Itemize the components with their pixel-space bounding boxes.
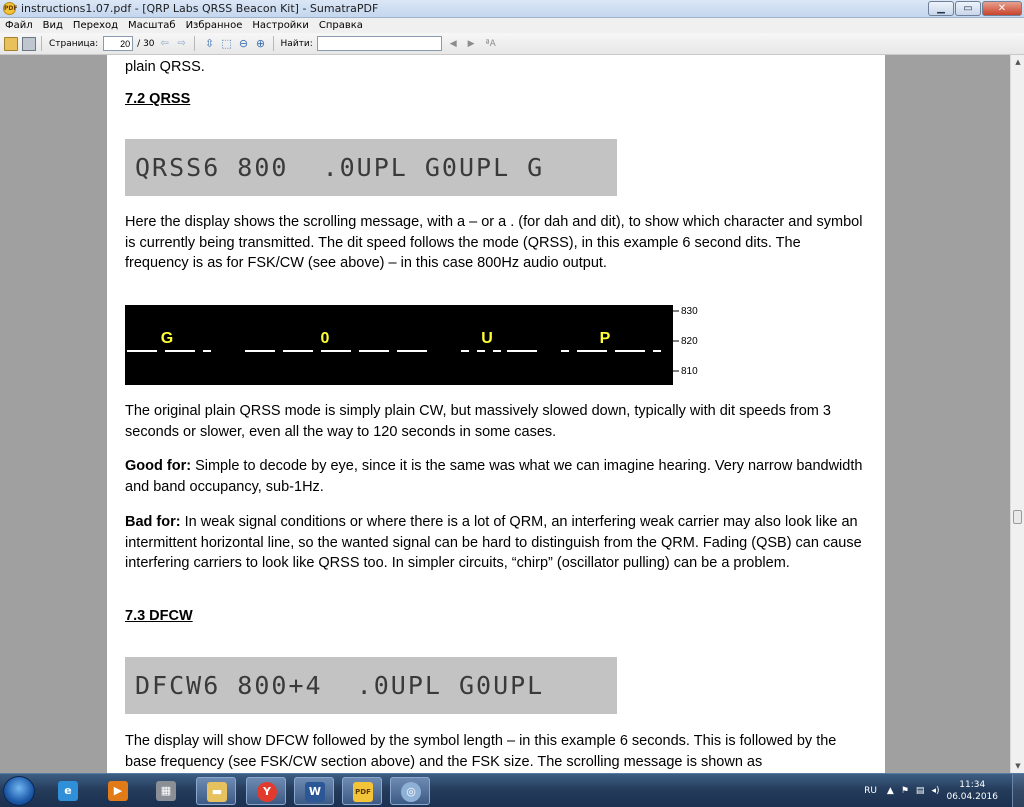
toolbar-separator xyxy=(273,36,274,51)
scale-label: 830 xyxy=(681,306,698,317)
find-input[interactable] xyxy=(317,36,442,51)
taskbar-yandex[interactable] xyxy=(246,777,286,805)
clock-time: 11:34 xyxy=(959,779,986,790)
calculator-icon: ▦ xyxy=(156,781,176,801)
pdf-page xyxy=(107,55,885,773)
taskbar-explorer[interactable] xyxy=(196,777,236,805)
menu-zoom[interactable]: Масштаб xyxy=(128,20,176,31)
back-icon[interactable]: ⇦ xyxy=(160,37,169,49)
menu-view[interactable]: Вид xyxy=(42,20,63,31)
clock[interactable] xyxy=(946,779,998,803)
find-next-icon[interactable]: ▶ xyxy=(467,38,475,49)
menu-help[interactable]: Справка xyxy=(318,20,363,31)
bad-for-label: Bad for: xyxy=(125,514,181,530)
menu-favorites[interactable]: Избранное xyxy=(185,20,243,31)
heading-qrss: 7.2 QRSS xyxy=(125,91,191,107)
page-total: / 30 xyxy=(137,38,155,49)
vertical-scrollbar[interactable] xyxy=(1010,55,1024,773)
menu-file[interactable]: Файл xyxy=(5,20,33,31)
print-icon[interactable] xyxy=(22,37,36,51)
menu-go-to[interactable]: Переход xyxy=(72,20,119,31)
find-prev-icon[interactable]: ◀ xyxy=(449,38,457,49)
page-top-text: plain QRSS. xyxy=(125,59,205,75)
language-indicator[interactable]: RU xyxy=(864,785,877,796)
good-for-text: Simple to decode by eye, since it is the same was what we can imagine hearing. Very narrow bandwidth and band occupancy, sub-1Hz. xyxy=(125,458,863,495)
taskbar-word[interactable] xyxy=(294,777,334,805)
taskbar-calculator[interactable] xyxy=(146,777,186,805)
word-icon: W xyxy=(305,782,325,802)
minimize-button[interactable]: ▁ xyxy=(928,1,954,16)
waterfall-letter: U xyxy=(481,330,493,347)
scale-label: 820 xyxy=(681,336,698,347)
find-nav xyxy=(450,39,504,49)
lcd-text-dfcw: DFCW6 800+4 .0UPL G0UPL xyxy=(135,671,545,700)
taskbar-app[interactable] xyxy=(390,777,430,805)
menu-settings[interactable]: Настройки xyxy=(252,20,309,31)
taskbar-sumatra[interactable] xyxy=(342,777,382,805)
paragraph-qrss-intro: Here the display shows the scrolling message, with a – or a . (for dah and dit), to show which character and symbol is currently being transmitted. The dit speed follows the mode (QRSS), in this example 6 second dits. The frequency is as for FSK/CW (see above) – in this case 800Hz audio output. xyxy=(125,214,863,271)
toolbar-separator xyxy=(41,36,42,51)
taskbar xyxy=(0,773,1024,807)
window-title: instructions1.07.pdf - [QRP Labs QRSS Beacon Kit] - SumatraPDF xyxy=(21,2,379,15)
scale-label: 810 xyxy=(681,366,698,377)
open-file-icon[interactable] xyxy=(4,37,18,51)
taskbar-media[interactable] xyxy=(98,777,138,805)
network-icon[interactable]: ▤ xyxy=(915,785,925,796)
action-center-flag-icon[interactable]: ⚑ xyxy=(900,785,909,796)
frequency-scale xyxy=(673,305,713,385)
maximize-button[interactable]: ▭ xyxy=(955,1,981,16)
sumatra-app-icon[interactable]: PDF xyxy=(3,2,16,15)
sumatra-icon: PDF xyxy=(353,782,373,802)
forward-icon[interactable]: ⇨ xyxy=(177,37,186,49)
zoom-out-icon[interactable]: ⊖ xyxy=(238,36,249,50)
ie-icon: e xyxy=(58,781,78,801)
fit-width-icon[interactable]: ⬚ xyxy=(221,36,232,50)
scroll-up-icon[interactable]: ▲ xyxy=(1015,58,1021,66)
find-label: Найти: xyxy=(280,38,313,49)
qrss-waterfall-image xyxy=(125,305,673,385)
system-tray xyxy=(864,774,1024,807)
media-player-icon: ▶ xyxy=(108,781,128,801)
paragraph-bad-for xyxy=(125,512,865,574)
match-case-icon[interactable]: ªA xyxy=(485,38,496,49)
paragraph-good-for xyxy=(125,456,865,497)
app-icon: ◎ xyxy=(401,782,421,802)
bad-for-text: In weak signal conditions or where there is a lot of QRM, an interfering weak carrier may also look like an intermittent horizontal line, so the wanted signal can be hard to distinguish from the QRM. Fading (QSB) can cause interfering carriers to look like QRSS too. In simpler circuits, “chirp” (oscillator pulling) can be a problem. xyxy=(125,514,862,571)
fit-page-icon[interactable]: ⇳ xyxy=(204,36,215,50)
taskbar-ie[interactable] xyxy=(48,777,88,805)
lcd-display-qrss xyxy=(125,139,617,196)
page-number-input[interactable] xyxy=(103,36,133,51)
title-bar xyxy=(0,0,1024,18)
volume-icon[interactable]: ◂) xyxy=(931,785,940,796)
page-label: Страница: xyxy=(49,38,99,49)
lcd-text-qrss: QRSS6 800 .0UPL G0UPL G xyxy=(135,153,545,182)
scroll-down-icon[interactable]: ▼ xyxy=(1015,762,1021,770)
paragraph-dfcw: The display will show DFCW followed by the symbol length – in this example 6 seconds. This is followed by the base frequency (see FSK/CW section above) and the FSK size. The scrolling message is shown as xyxy=(125,733,837,770)
waterfall-letter: 0 xyxy=(320,330,330,347)
good-for-label: Good for: xyxy=(125,458,192,474)
waterfall-letter: P xyxy=(599,330,611,347)
close-button[interactable]: ✕ xyxy=(982,1,1022,16)
show-desktop-button[interactable] xyxy=(1012,774,1024,807)
folder-icon: ▬ xyxy=(207,782,227,802)
scroll-thumb[interactable] xyxy=(1013,510,1022,524)
yandex-icon: Y xyxy=(257,782,277,802)
heading-dfcw: 7.3 DFCW xyxy=(125,608,193,624)
toolbar-separator xyxy=(194,36,195,51)
toolbar xyxy=(0,33,1024,55)
zoom-in-icon[interactable]: ⊕ xyxy=(255,36,266,50)
menu-bar xyxy=(0,18,1024,33)
waterfall-letter: G xyxy=(160,330,174,347)
lcd-display-dfcw xyxy=(125,657,617,714)
document-area[interactable] xyxy=(0,55,1010,773)
window-controls xyxy=(927,1,1022,16)
start-button[interactable] xyxy=(3,776,35,806)
clock-date: 06.04.2016 xyxy=(946,791,998,802)
paragraph-qrss-description: The original plain QRSS mode is simply plain CW, but massively slowed down, typically with dit speeds from 3 seconds or slower, even all the way to 120 seconds in some cases. xyxy=(125,403,831,440)
tray-expand-icon[interactable]: ▲ xyxy=(886,785,894,796)
